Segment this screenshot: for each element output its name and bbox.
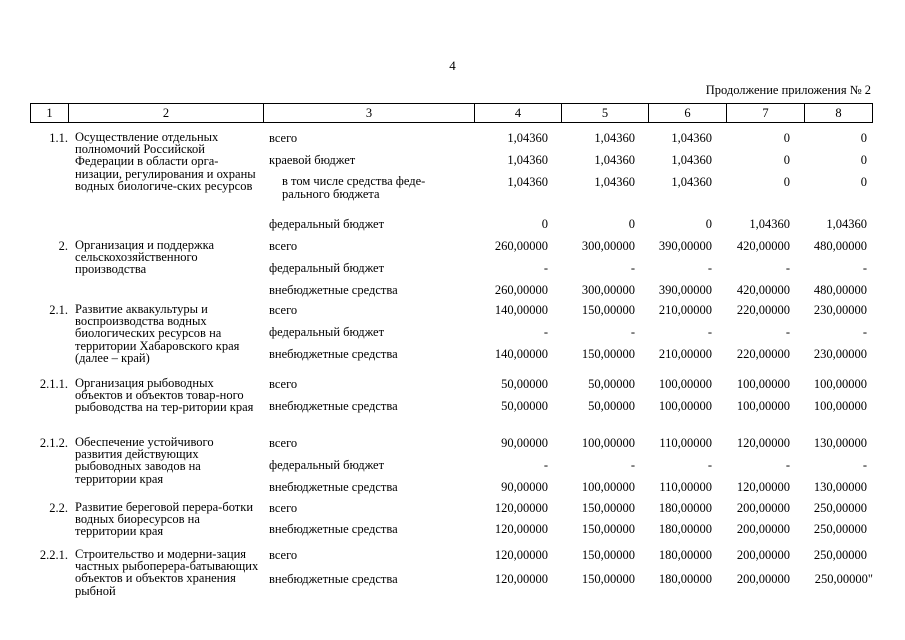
value-col-8: 100,00000 [813, 377, 867, 391]
column-header-cell: 5 [562, 104, 649, 123]
value-col-6: - [707, 325, 712, 339]
funding-source: краевой бюджет [269, 153, 356, 167]
value-col-6: - [707, 458, 712, 472]
row-description: Обеспечение устойчивого развития действующих рыбоводных заводов на территории края [75, 435, 214, 486]
value-col-4: - [543, 261, 548, 275]
table-row [30, 522, 872, 540]
value-col-7: - [785, 325, 790, 339]
value-col-5: 0 [628, 217, 635, 231]
value-col-8: 0 [860, 175, 867, 189]
table-row [30, 174, 872, 201]
column-header-cell: 7 [727, 104, 805, 123]
value-col-6: 1,04360 [671, 131, 712, 145]
value-col-6: - [707, 261, 712, 275]
value-col-8: 480,00000 [813, 283, 867, 297]
page-number: 4 [449, 58, 456, 73]
value-col-5: 300,00000 [581, 239, 635, 253]
value-col-7: 420,00000 [736, 283, 790, 297]
value-col-8: 480,00000 [813, 239, 867, 253]
continuation-label: Продолжение приложения № 2 [705, 83, 871, 97]
value-col-5: 300,00000 [581, 283, 635, 297]
value-col-4: 140,00000 [494, 347, 548, 361]
value-col-5: - [630, 261, 635, 275]
value-col-4: 90,00000 [501, 436, 548, 450]
value-col-8: - [862, 261, 867, 275]
value-col-6: 180,00000 [658, 501, 712, 515]
value-col-7: 0 [783, 153, 790, 167]
value-col-6: 210,00000 [658, 347, 712, 361]
value-col-7: 200,00000 [736, 572, 790, 586]
value-col-7: 0 [783, 175, 790, 189]
value-col-4: 1,04360 [507, 131, 548, 145]
row-number: 2.1.1. [39, 377, 68, 391]
value-col-6: 100,00000 [658, 399, 712, 413]
value-col-7: 200,00000 [736, 522, 790, 536]
funding-source: всего [269, 501, 298, 515]
value-col-8: - [862, 325, 867, 339]
value-col-4: 260,00000 [494, 283, 548, 297]
table-row [30, 283, 872, 301]
funding-source: федеральный бюджет [269, 325, 385, 339]
value-col-8: 250,00000 [813, 501, 867, 515]
value-col-5: 150,00000 [581, 522, 635, 536]
value-col-4: 90,00000 [501, 480, 548, 494]
row-number: 1.1. [49, 131, 68, 145]
table-row [30, 572, 872, 590]
value-col-5: - [630, 458, 635, 472]
value-col-4: - [543, 325, 548, 339]
value-col-5: 150,00000 [581, 501, 635, 515]
value-col-5: 50,00000 [588, 399, 635, 413]
value-col-7: 200,00000 [736, 501, 790, 515]
value-col-4: 120,00000 [494, 522, 548, 536]
value-col-7: 100,00000 [736, 399, 790, 413]
value-col-5: - [630, 325, 635, 339]
row-description: Осуществление отдельных полномочий Российской Федерации в области орга-низации, регулирования и охраны водных биологиче-ских ресурсов [75, 130, 256, 193]
value-col-4: 120,00000 [494, 548, 548, 562]
value-col-5: 150,00000 [581, 548, 635, 562]
funding-source: внебюджетные средства [269, 522, 398, 536]
value-col-4: 140,00000 [494, 303, 548, 317]
value-col-8: 130,00000 [813, 480, 867, 494]
funding-source: внебюджетные средства [269, 572, 398, 586]
value-col-7: 220,00000 [736, 347, 790, 361]
table-row [30, 480, 872, 498]
value-col-8: 0 [860, 153, 867, 167]
funding-source: всего [269, 377, 298, 391]
value-col-5: 150,00000 [581, 572, 635, 586]
value-col-6: 0 [705, 217, 712, 231]
value-col-8: 250,00000 [813, 548, 867, 562]
value-col-5: 1,04360 [594, 175, 635, 189]
row-number: 2.2. [49, 501, 68, 515]
value-col-4: 0 [541, 217, 548, 231]
value-col-6: 390,00000 [658, 283, 712, 297]
table-row [30, 399, 872, 417]
value-col-8: 100,00000 [813, 399, 867, 413]
column-header-cell: 4 [475, 104, 562, 123]
value-col-4: 120,00000 [494, 501, 548, 515]
value-col-7: 120,00000 [736, 480, 790, 494]
funding-source: федеральный бюджет [269, 217, 385, 231]
value-col-7: 220,00000 [736, 303, 790, 317]
value-col-6: 180,00000 [658, 548, 712, 562]
value-col-4: 1,04360 [507, 175, 548, 189]
value-col-6: 210,00000 [658, 303, 712, 317]
funding-source: в том числе средства феде-рального бюджета [282, 174, 426, 201]
value-col-4: 50,00000 [501, 399, 548, 413]
table-row [30, 347, 872, 365]
table-row [30, 217, 872, 235]
value-col-4: 260,00000 [494, 239, 548, 253]
funding-source: федеральный бюджет [269, 261, 385, 275]
value-col-5: 100,00000 [581, 436, 635, 450]
value-col-7: 200,00000 [736, 548, 790, 562]
value-col-4: 1,04360 [507, 153, 548, 167]
value-col-4: - [543, 458, 548, 472]
value-col-8: 0 [860, 131, 867, 145]
row-description: Развитие аквакультуры и воспроизводства водных биологических ресурсов на территории Хабаровского края (далее – край) [75, 302, 240, 365]
value-col-5: 150,00000 [581, 347, 635, 361]
value-col-8: 250,00000 [813, 522, 867, 536]
column-header-row [31, 104, 873, 123]
column-header-table [30, 103, 873, 123]
value-col-8: - [862, 458, 867, 472]
row-number: 2.1. [49, 303, 68, 317]
funding-source: федеральный бюджет [269, 458, 385, 472]
row-description: Организация рыбоводных объектов и объектов товар-ного рыбоводства на тер-ритории края [75, 376, 254, 415]
value-col-8: 1,04360 [826, 217, 867, 231]
funding-source: внебюджетные средства [269, 399, 398, 413]
value-col-8: 230,00000 [813, 347, 867, 361]
value-col-7: 100,00000 [736, 377, 790, 391]
table-row [30, 261, 872, 279]
value-col-5: 150,00000 [581, 303, 635, 317]
value-col-7: - [785, 458, 790, 472]
value-col-8: 230,00000 [813, 303, 867, 317]
row-number: 2.1.2. [39, 436, 68, 450]
value-col-6: 110,00000 [659, 480, 712, 494]
row-description: Развитие береговой перера-ботки водных биоресурсов на территории края [75, 500, 254, 539]
funding-source: внебюджетные средства [269, 480, 398, 494]
value-col-5: 100,00000 [581, 480, 635, 494]
table-row [30, 325, 872, 343]
value-col-8: 250,00000" [814, 572, 873, 586]
value-col-7: 120,00000 [736, 436, 790, 450]
value-col-5: 1,04360 [594, 131, 635, 145]
value-col-4: 120,00000 [494, 572, 548, 586]
funding-source: внебюджетные средства [269, 283, 398, 297]
value-col-7: - [785, 261, 790, 275]
table-row [30, 153, 872, 171]
funding-source: внебюджетные средства [269, 347, 398, 361]
value-col-8: 130,00000 [813, 436, 867, 450]
funding-source: всего [269, 436, 298, 450]
value-col-6: 1,04360 [671, 153, 712, 167]
funding-source: всего [269, 131, 298, 145]
value-col-6: 180,00000 [658, 572, 712, 586]
row-description: Организация и поддержка сельскохозяйственного производства [75, 238, 215, 277]
column-header-cell: 6 [649, 104, 727, 123]
value-col-6: 180,00000 [658, 522, 712, 536]
funding-source: всего [269, 548, 298, 562]
funding-source: всего [269, 303, 298, 317]
value-col-7: 420,00000 [736, 239, 790, 253]
table-row [30, 458, 872, 476]
funding-source: всего [269, 239, 298, 253]
value-col-6: 110,00000 [659, 436, 712, 450]
row-number: 2. [58, 239, 68, 253]
column-header-cell: 8 [805, 104, 873, 123]
value-col-6: 390,00000 [658, 239, 712, 253]
row-number: 2.2.1. [39, 548, 68, 562]
column-header-cell: 1 [31, 104, 69, 123]
value-col-7: 0 [783, 131, 790, 145]
value-col-4: 50,00000 [501, 377, 548, 391]
column-header-cell: 2 [69, 104, 264, 123]
value-col-6: 1,04360 [671, 175, 712, 189]
value-col-5: 1,04360 [594, 153, 635, 167]
value-col-6: 100,00000 [658, 377, 712, 391]
row-description: Строительство и модерни-зация частных рыбоперера-батывающих объектов и объектов хранения рыбной [75, 547, 259, 598]
value-col-7: 1,04360 [749, 217, 790, 231]
column-header-cell: 3 [264, 104, 475, 123]
value-col-5: 50,00000 [588, 377, 635, 391]
